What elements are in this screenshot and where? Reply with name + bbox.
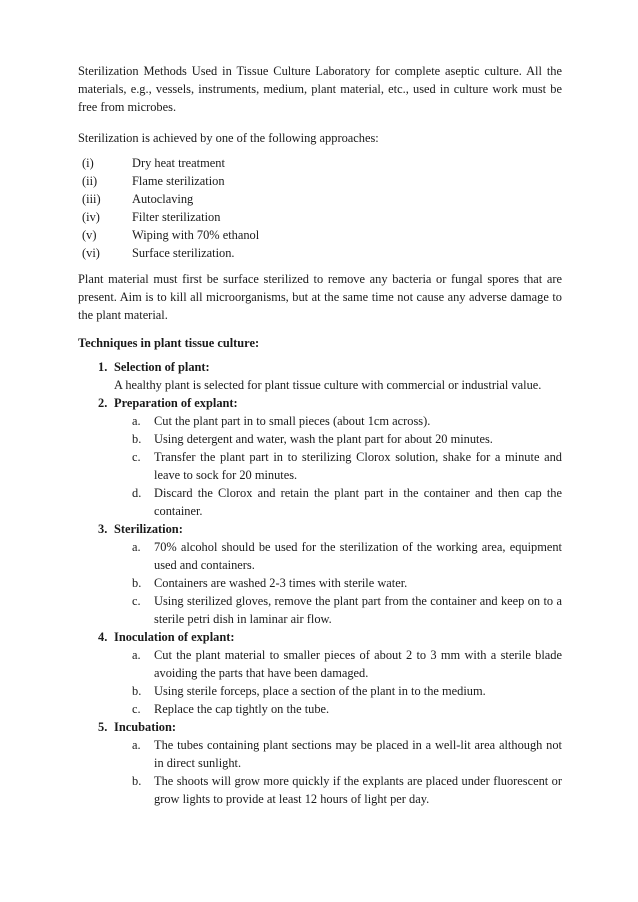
substep-item <box>78 682 562 700</box>
step-number: 4. <box>98 630 108 644</box>
intro-paragraph: Sterilization Methods Used in Tissue Culture Laboratory for complete aseptic culture. All the materials, e.g., vessels, instruments, medium, plant material, etc., used in culture work must be free from microbes. <box>78 64 562 114</box>
approach-number: (ii) <box>82 174 98 188</box>
substep-list <box>78 538 562 628</box>
substep-text: Replace the cap tightly on the tube. <box>154 702 330 716</box>
approaches-lead: Sterilization is achieved by one of the following approaches: <box>78 131 379 145</box>
substep-item <box>78 772 562 808</box>
step-number: 5. <box>98 720 108 734</box>
substep-list <box>78 646 562 718</box>
substep-letter: b. <box>132 774 142 788</box>
document-page <box>78 62 562 808</box>
substep-text: Containers are washed 2-3 times with sterile water. <box>154 576 408 590</box>
substep-letter: a. <box>132 414 141 428</box>
substep-item <box>78 430 562 448</box>
substep-letter: b. <box>132 576 142 590</box>
step-heading: Sterilization: <box>114 522 183 536</box>
step-heading: Incubation: <box>114 720 176 734</box>
approach-item <box>78 190 562 208</box>
techniques-list <box>78 358 562 808</box>
approach-number: (v) <box>82 228 97 242</box>
approach-text: Filter sterilization <box>132 210 221 224</box>
substep-text: The tubes containing plant sections may be placed in a well-lit area although not in direct sunlight. <box>154 738 562 770</box>
approach-text: Dry heat treatment <box>132 156 225 170</box>
techniques-heading: Techniques in plant tissue culture: <box>78 336 260 350</box>
approach-text: Surface sterilization. <box>132 246 235 260</box>
substep-text: 70% alcohol should be used for the sterilization of the working area, equipment used and containers. <box>154 540 562 572</box>
substep-letter: b. <box>132 684 142 698</box>
substep-text: Using sterile forceps, place a section of the plant in to the medium. <box>154 684 486 698</box>
approach-item <box>78 226 562 244</box>
step-number: 3. <box>98 522 108 536</box>
step-title <box>78 394 562 412</box>
substep-item <box>78 736 562 772</box>
substep-letter: c. <box>132 702 141 716</box>
substep-letter: a. <box>132 540 141 554</box>
substep-item <box>78 592 562 628</box>
substep-text: Cut the plant material to smaller pieces of about 2 to 3 mm with a sterile blade avoiding the parts that have been damaged. <box>154 648 562 680</box>
step-title <box>78 628 562 646</box>
approach-item <box>78 208 562 226</box>
approaches-list <box>78 154 562 262</box>
substep-letter: b. <box>132 432 142 446</box>
substep-letter: c. <box>132 450 141 464</box>
approach-number: (i) <box>82 156 94 170</box>
approach-number: (iv) <box>82 210 100 224</box>
substep-letter: c. <box>132 594 141 608</box>
step-title <box>78 718 562 736</box>
substep-letter: d. <box>132 486 142 500</box>
step-number: 1. <box>98 360 108 374</box>
substep-text: Discard the Clorox and retain the plant part in the container and then cap the container. <box>154 486 562 518</box>
substep-list <box>78 736 562 808</box>
step-description: A healthy plant is selected for plant tissue culture with commercial or industrial value. <box>114 378 542 392</box>
step-heading: Selection of plant: <box>114 360 210 374</box>
approach-text: Flame sterilization <box>132 174 225 188</box>
substep-text: Cut the plant part in to small pieces (about 1cm across). <box>154 414 431 428</box>
step-title <box>78 358 562 376</box>
substep-letter: a. <box>132 648 141 662</box>
substep-item <box>78 448 562 484</box>
step-heading: Inoculation of explant: <box>114 630 235 644</box>
substep-list <box>78 412 562 520</box>
substep-item <box>78 538 562 574</box>
substep-item <box>78 700 562 718</box>
substep-text: Using sterilized gloves, remove the plant part from the container and keep on to a sterile petri dish in laminar air flow. <box>154 594 562 626</box>
substep-item <box>78 574 562 592</box>
approach-text: Wiping with 70% ethanol <box>132 228 260 242</box>
plant-material-paragraph: Plant material must first be surface sterilized to remove any bacteria or fungal spores that are present. Aim is to kill all microorganisms, but at the same time not cause any adverse damage to the plant material. <box>78 272 562 322</box>
approach-number: (vi) <box>82 246 100 260</box>
substep-text: Using detergent and water, wash the plant part for about 20 minutes. <box>154 432 493 446</box>
substep-item <box>78 646 562 682</box>
substep-letter: a. <box>132 738 141 752</box>
approach-item <box>78 172 562 190</box>
substep-text: The shoots will grow more quickly if the explants are placed under fluorescent or grow lights to provide at least 12 hours of light per day. <box>154 774 562 806</box>
approach-text: Autoclaving <box>132 192 194 206</box>
approach-item <box>78 244 562 262</box>
substep-text: Transfer the plant part in to sterilizing Clorox solution, shake for a minute and leave to sock for 20 minutes. <box>154 450 562 482</box>
step-title <box>78 520 562 538</box>
approach-item <box>78 154 562 172</box>
substep-item <box>78 412 562 430</box>
step-number: 2. <box>98 396 108 410</box>
approach-number: (iii) <box>82 192 101 206</box>
step-heading: Preparation of explant: <box>114 396 238 410</box>
substep-item <box>78 484 562 520</box>
